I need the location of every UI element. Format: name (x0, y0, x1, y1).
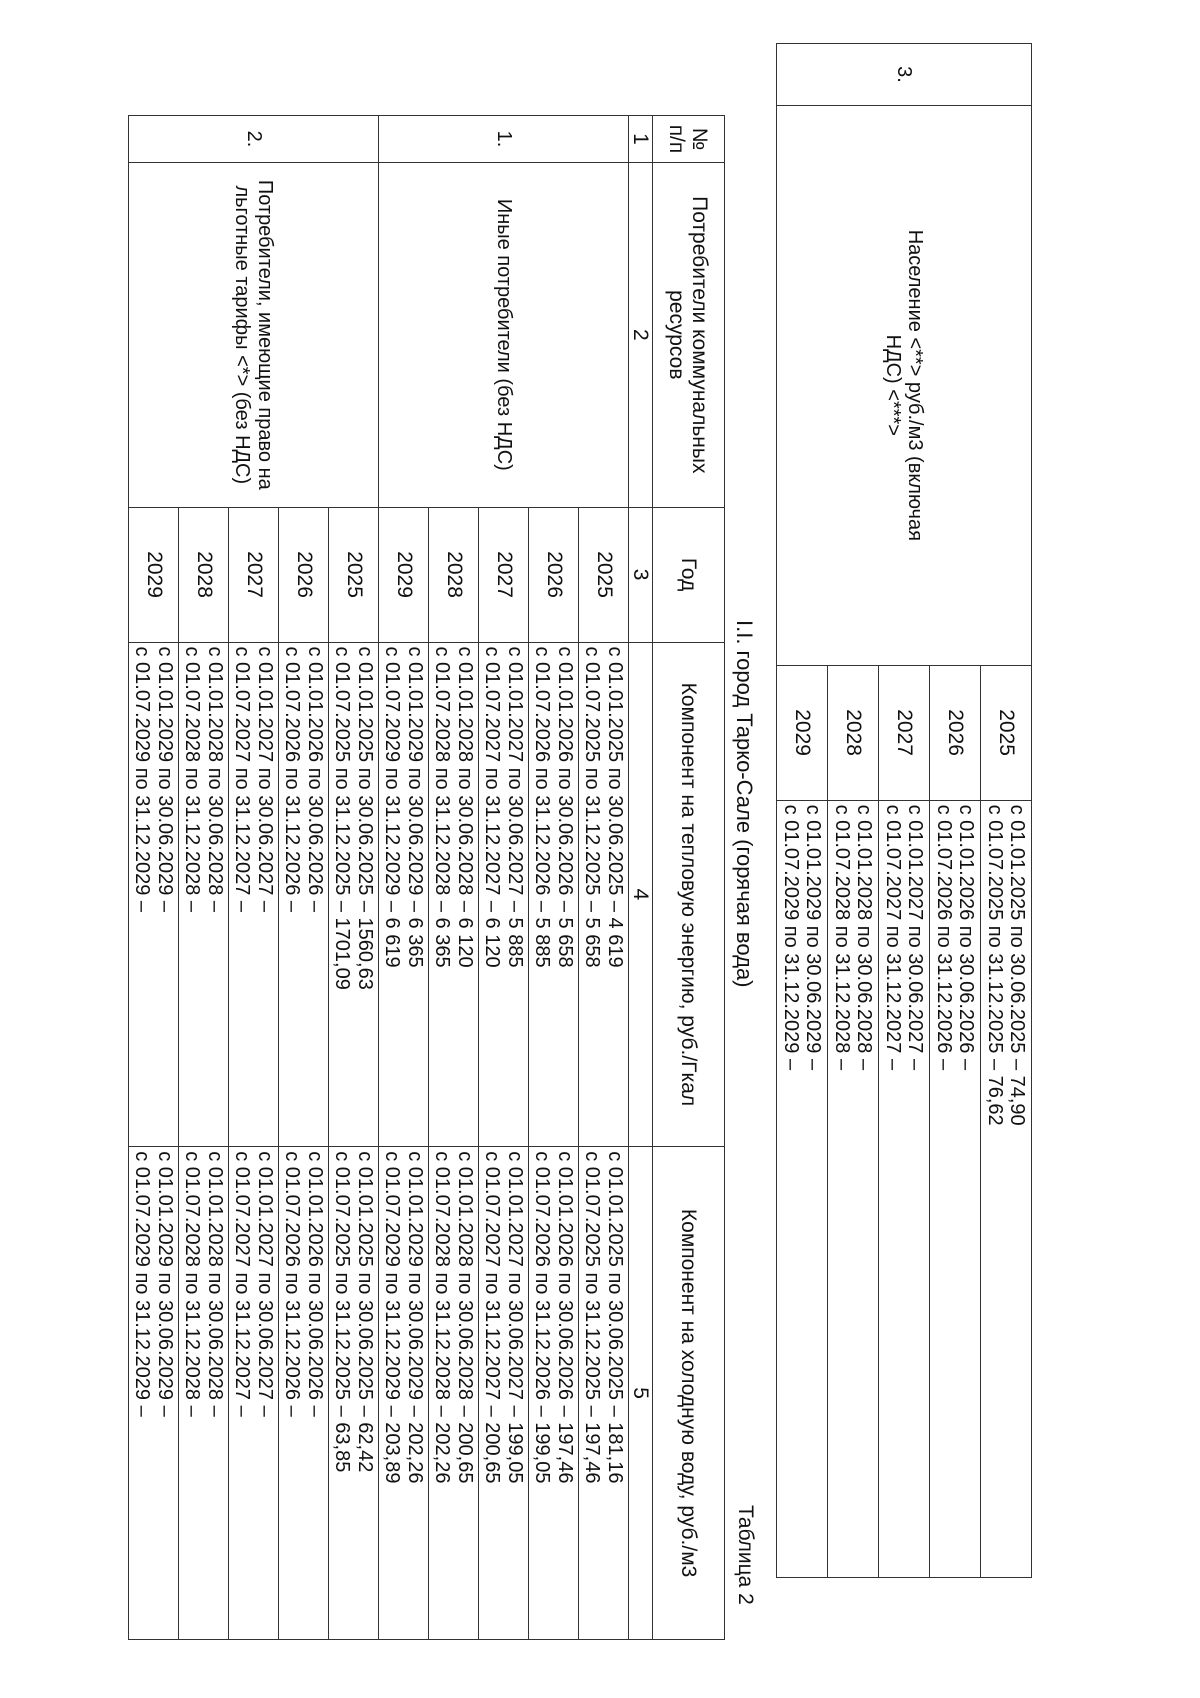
header-year: Год (653, 507, 725, 642)
cold-water-component-cell (479, 1147, 529, 1640)
header-num: № п/п (653, 116, 725, 163)
cold-period-value: с 01.07.2026 по 31.12.2026 – 199,05 (531, 1151, 554, 1484)
heat-period-value: с 01.07.2026 по 31.12.2026 – (281, 646, 304, 912)
year-cell: 2027 (479, 507, 529, 642)
population-period-value: с 01.07.2027 по 31.12.2027 – (882, 804, 904, 1071)
heat-period-value: с 01.07.2029 по 31.12.2029 – (131, 646, 154, 912)
population-period-cell (981, 800, 1032, 1577)
cold-water-component-cell (279, 1147, 329, 1640)
heat-period-value: с 01.07.2026 по 31.12.2026 – 5 885 (531, 646, 554, 968)
year-cell: 2026 (279, 507, 329, 642)
row-number: 1. (379, 116, 629, 163)
cold-water-component-cell (179, 1147, 229, 1640)
header-heat: Компонент на тепловую энергию, руб./Гкал (653, 642, 725, 1147)
cold-period-value: с 01.01.2027 по 30.06.2027 – (254, 1151, 276, 1417)
table-row (329, 116, 379, 1640)
cold-water-component-cell (129, 1147, 179, 1640)
heat-period-value: с 01.01.2025 по 30.06.2025 – 1560,63 (354, 646, 376, 990)
cold-period-value: с 01.01.2026 по 30.06.2026 – (304, 1151, 326, 1417)
year-cell: 2029 (379, 507, 429, 642)
heat-period-value: с 01.01.2028 по 30.06.2028 – 6 120 (454, 646, 476, 968)
year-cell: 2025 (981, 665, 1032, 800)
population-period-value: с 01.01.2025 по 30.06.2025 – 74,90 (1006, 804, 1029, 1126)
consumer-category: Иные потребители (без НДС) (379, 162, 629, 507)
heat-period-value: с 01.01.2029 по 30.06.2029 – (154, 646, 176, 912)
heat-period-value: с 01.01.2027 по 30.06.2027 – (254, 646, 276, 912)
year-cell: 2028 (429, 507, 479, 642)
cold-period-value: с 01.01.2027 по 30.06.2027 – 199,05 (504, 1151, 526, 1484)
population-period-value: с 01.07.2028 по 31.12.2028 – (831, 804, 853, 1071)
cold-water-component-cell (379, 1147, 429, 1640)
heat-component-cell (379, 642, 429, 1147)
heat-period-value: с 01.07.2028 по 31.12.2028 – 6 365 (431, 646, 454, 968)
header-number-2: 2 (629, 162, 653, 507)
cold-period-value: с 01.01.2028 по 30.06.2028 – 200,65 (454, 1151, 476, 1484)
cold-period-value: с 01.01.2029 по 30.06.2029 – 202,26 (404, 1151, 426, 1484)
population-period-value: с 01.01.2027 по 30.06.2027 – (904, 804, 927, 1071)
heat-period-value: с 01.07.2025 по 31.12.2025 – 1701,09 (331, 646, 354, 990)
cold-period-value: с 01.01.2028 по 30.06.2028 – (204, 1151, 226, 1417)
year-cell: 2027 (879, 665, 930, 800)
heat-component-cell (429, 642, 479, 1147)
population-period-value: с 01.01.2028 по 30.06.2028 – (853, 804, 876, 1071)
header-cold: Компонент на холодную воду, руб./м3 (653, 1147, 725, 1640)
heat-component-cell (529, 642, 579, 1147)
heat-period-value: с 01.01.2028 по 30.06.2028 – (204, 646, 226, 912)
cold-period-value: с 01.01.2025 по 30.06.2025 – 181,16 (604, 1151, 626, 1484)
year-cell: 2026 (930, 665, 981, 800)
year-cell: 2028 (179, 507, 229, 642)
year-cell: 2025 (329, 507, 379, 642)
population-row (981, 44, 1032, 1578)
table-row (579, 116, 629, 1640)
cold-period-value: с 01.07.2029 по 31.12.2029 – (131, 1151, 154, 1417)
year-cell: 2029 (129, 507, 179, 642)
cold-period-value: с 01.01.2026 по 30.06.2026 – 197,46 (554, 1151, 576, 1484)
consumer-category: Потребители, имеющие право на льготные тарифы <*> (без НДС) (129, 162, 379, 507)
year-cell: 2027 (229, 507, 279, 642)
population-period-value: с 01.07.2029 по 31.12.2029 – (780, 804, 802, 1071)
year-cell: 2029 (777, 665, 828, 800)
heat-component-cell (329, 642, 379, 1147)
header-number-4: 4 (629, 642, 653, 1147)
row-number: 2. (129, 116, 379, 163)
table-label: Таблица 2 (734, 1505, 757, 1605)
year-cell: 2025 (579, 507, 629, 642)
heat-period-value: с 01.01.2029 по 30.06.2029 – 6 365 (404, 646, 426, 968)
population-period-cell (930, 800, 981, 1577)
cold-period-value: с 01.07.2025 по 31.12.2025 – 197,46 (581, 1151, 604, 1484)
heat-period-value: с 01.01.2027 по 30.06.2027 – 5 885 (504, 646, 526, 968)
row-number: 3. (777, 44, 1032, 106)
heat-period-value: с 01.07.2027 по 31.12.2027 – 6 120 (481, 646, 504, 968)
cold-period-value: с 01.07.2025 по 31.12.2025 – 63,85 (331, 1151, 354, 1473)
tariff-table (128, 115, 725, 1640)
heat-period-value: с 01.01.2026 по 30.06.2026 – (304, 646, 326, 912)
population-period-cell (828, 800, 879, 1577)
cold-period-value: с 01.07.2029 по 31.12.2029 – 203,89 (381, 1151, 404, 1484)
heat-component-cell (129, 642, 179, 1147)
cold-water-component-cell (579, 1147, 629, 1640)
cold-period-value: с 01.07.2027 по 31.12.2027 – (231, 1151, 254, 1417)
population-table (776, 43, 1032, 1578)
population-period-value: с 01.01.2026 по 30.06.2026 – (955, 804, 978, 1071)
cold-period-value: с 01.01.2025 по 30.06.2025 – 62,42 (354, 1151, 376, 1473)
cold-water-component-cell (229, 1147, 279, 1640)
heat-period-value: с 01.07.2029 по 31.12.2029 – 6 619 (381, 646, 404, 968)
year-cell: 2028 (828, 665, 879, 800)
heat-period-value: с 01.01.2025 по 30.06.2025 – 4 619 (604, 646, 626, 968)
heat-period-value: с 01.07.2028 по 31.12.2028 – (181, 646, 204, 912)
table-header-row (653, 116, 725, 1640)
population-period-value: с 01.01.2029 по 30.06.2029 – (802, 804, 825, 1071)
cold-period-value: с 01.07.2028 по 31.12.2028 – 202,26 (431, 1151, 454, 1484)
year-cell: 2026 (529, 507, 579, 642)
population-period-value: с 01.07.2025 по 31.12.2025 – 76,62 (984, 804, 1006, 1126)
heat-period-value: с 01.07.2027 по 31.12.2027 – (231, 646, 254, 912)
header-number-3: 3 (629, 507, 653, 642)
heat-period-value: с 01.07.2025 по 31.12.2025 – 5 658 (581, 646, 604, 968)
heat-period-value: с 01.01.2026 по 30.06.2026 – 5 658 (554, 646, 576, 968)
heat-component-cell (479, 642, 529, 1147)
cold-water-component-cell (329, 1147, 379, 1640)
population-period-cell (879, 800, 930, 1577)
consumer-category: Население <**> руб./м3 (включая НДС) <***> (777, 105, 1032, 665)
cold-period-value: с 01.07.2027 по 31.12.2027 – 200,65 (481, 1151, 504, 1484)
heat-component-cell (279, 642, 329, 1147)
header-number-5: 5 (629, 1147, 653, 1640)
cold-period-value: с 01.07.2026 по 31.12.2026 – (281, 1151, 304, 1417)
cold-period-value: с 01.07.2028 по 31.12.2028 – (181, 1151, 204, 1417)
population-period-cell (777, 800, 828, 1577)
population-period-value: с 01.07.2026 по 31.12.2026 – (933, 804, 955, 1071)
header-number-1: 1 (629, 116, 653, 163)
heat-component-cell (229, 642, 279, 1147)
header-consumers: Потребители коммунальных ресурсов (653, 162, 725, 507)
header-number-row (629, 116, 653, 1640)
heat-component-cell (579, 642, 629, 1147)
cold-period-value: с 01.01.2029 по 30.06.2029 – (154, 1151, 176, 1417)
heat-component-cell (179, 642, 229, 1147)
cold-water-component-cell (429, 1147, 479, 1640)
cold-water-component-cell (529, 1147, 579, 1640)
city-title: I.I. город Тарко-Сале (горячая вода) (732, 620, 757, 988)
